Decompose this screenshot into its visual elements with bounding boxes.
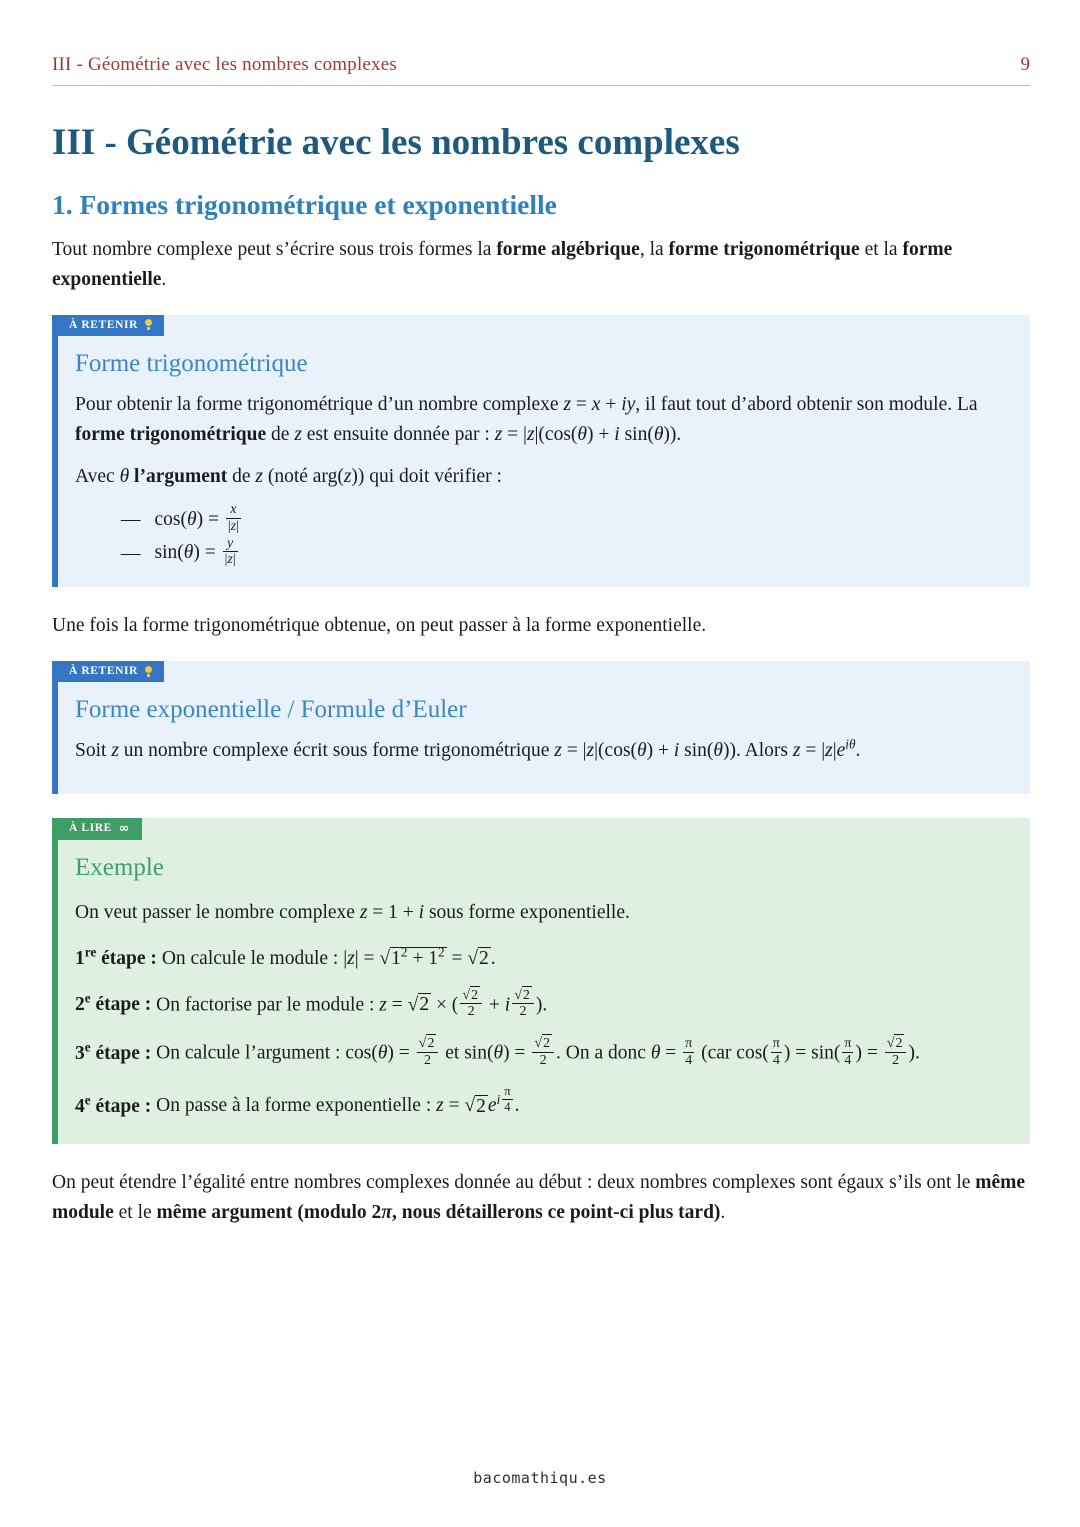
lightbulb-icon <box>145 666 152 677</box>
box-paragraph: Avec θ l’argument de z (noté arg(z)) qui doit vérifier : <box>75 465 502 487</box>
box-title-forme-trigonometrique: Forme trigonométrique <box>75 349 308 377</box>
box-paragraph: Soit z un nombre complexe écrit sous forme trigonométrique z = |z|(cos(θ) + i sin(θ)). Alors $z = |z|e^{i\theta}$. <box>75 736 861 762</box>
box-title-exemple: Exemple <box>75 853 164 881</box>
a-retenir-tag <box>58 315 164 336</box>
box-paragraph: Pour obtenir la forme trigonométrique d’un nombre complexe z = x + iy, il faut tout d’abord obtenir son module. La forme trigonométrique de z est ensuite donnée par : z = |z|(cos(θ) + i sin(θ)). <box>75 393 978 445</box>
example-intro: On veut passer le nombre complexe z = 1 + i sous forme exponentielle. <box>75 901 630 923</box>
box-title-forme-exponentielle: Forme exponentielle / Formule d’Euler <box>75 696 467 724</box>
a-retenir-tag <box>58 661 164 682</box>
formula-list <box>75 500 1010 571</box>
section-heading: 1. Formes trigonométrique et exponentielle <box>52 188 557 220</box>
example-box <box>52 818 1030 1144</box>
dash-marker: — <box>121 542 141 564</box>
note-box-forme-exponentielle <box>52 661 1030 794</box>
page-header <box>52 54 1030 86</box>
infinity-icon: ∞ <box>118 820 130 836</box>
sin-formula: sin(θ) = $\frac{y}{|z|}$ <box>154 534 236 568</box>
example-step-2: 2e étape : On factorise par le module : z = √2 × ( $\frac{√2}{2}$ + i $\frac{√2}{2}$ ). <box>75 986 548 1020</box>
example-step-4: 4e étape : On passe à la forme exponentielle : z = √2 $e^{i \frac{\pi}{4}}$ . <box>75 1084 520 1117</box>
a-retenir-label: À RETENIR <box>69 665 138 678</box>
header-page-number: 9 <box>1020 54 1030 75</box>
note-box-forme-trigonometrique <box>52 315 1030 588</box>
transition-paragraph: Une fois la forme trigonométrique obtenue, on peut passer à la forme exponentielle. <box>52 615 707 637</box>
cos-formula: cos(θ) = $\frac{x}{|z|}$ <box>154 500 239 534</box>
page-footer <box>0 1469 1080 1487</box>
list-item-sin <box>121 534 1010 570</box>
a-retenir-label: À RETENIR <box>69 318 138 331</box>
closing-paragraph: On peut étendre l’égalité entre nombres complexes donnée au début : deux nombres complexes sont égaux s’ils ont le même module et le même argument (modulo 2π, nous détaillerons ce point-ci plus tard). <box>52 1171 1026 1223</box>
header-breadcrumb: III - Géométrie avec les nombres complexes <box>52 54 397 75</box>
list-item-cos <box>121 500 1010 537</box>
site-name: bacomathiqu.es <box>473 1469 607 1487</box>
a-lire-tag <box>58 818 142 840</box>
intro-paragraph: Tout nombre complexe peut s’écrire sous trois formes la forme algébrique, la forme trigonométrique et la forme exponentielle. <box>52 238 953 290</box>
a-lire-label: À LIRE <box>69 822 112 835</box>
example-step-3: 3e étape : On calcule l’argument : cos(θ) = $\frac{√2}{2}$ et sin(θ) = $\frac{√2}{2}$ . On a donc θ = $\frac{\pi}{4}$ (car cos( $\frac{\pi}{4}$ ) = sin( $\frac{\pi}{4}$ ) = $\frac{√2}{2}$ ). <box>75 1034 920 1068</box>
dash-marker: — <box>121 508 141 530</box>
lightbulb-icon <box>145 319 152 330</box>
page-title: III - Géométrie avec les nombres complexes <box>52 122 740 163</box>
example-step-1: 1re étape : On calcule le module : $|z| = √1^2 + 1^2 = √2$ . <box>75 944 496 969</box>
